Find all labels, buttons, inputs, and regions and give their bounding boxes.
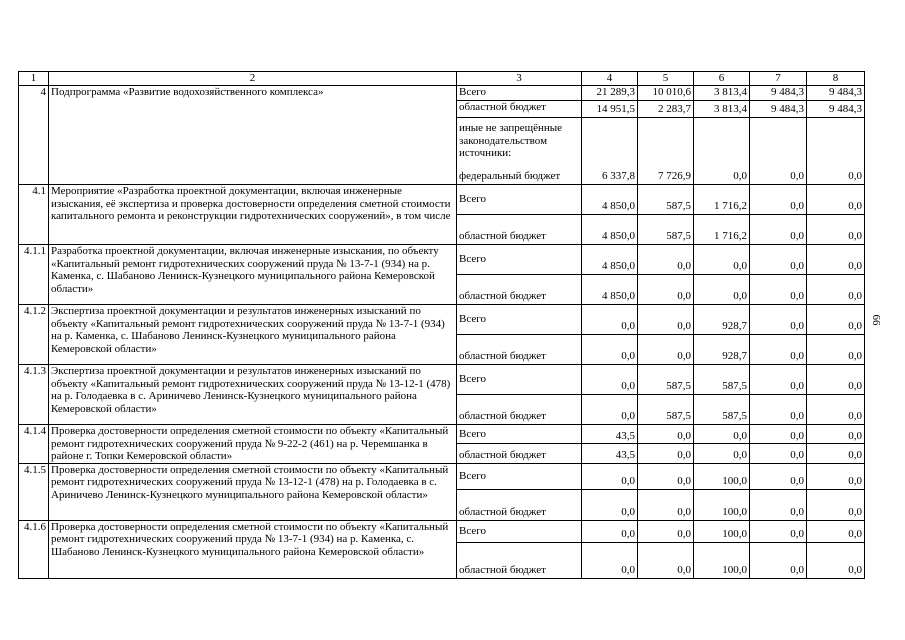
source-cell: областной бюджет <box>457 542 582 578</box>
value-cell: 587,5 <box>638 185 694 215</box>
row-name: Проверка достоверности определения сметной стоимости по объекту «Капитальный ремонт гидротехнических сооружений пруда № 13-7-1 (934) на р. Каменка, с. Шабаново Ленинск-Кузнецкого муниципального района Кемеровской области» <box>49 520 457 578</box>
value-cell: 4 850,0 <box>582 215 638 245</box>
value-cell: 0,0 <box>750 489 807 520</box>
header-cell: 8 <box>807 72 865 86</box>
source-cell: областной бюджет <box>457 275 582 305</box>
row-number: 4.1.2 <box>19 305 49 365</box>
value-cell: 0,0 <box>807 425 865 444</box>
row-number: 4.1.1 <box>19 245 49 305</box>
value-cell: 0,0 <box>807 245 865 275</box>
value-cell: 0,0 <box>638 444 694 463</box>
row-number: 4 <box>19 86 49 185</box>
header-cell: 4 <box>582 72 638 86</box>
value-cell: 0,0 <box>750 275 807 305</box>
value-cell: 3 813,4 <box>694 86 750 101</box>
value-cell: 43,5 <box>582 444 638 463</box>
value-cell: 0,0 <box>750 520 807 542</box>
value-cell: 928,7 <box>694 305 750 335</box>
value-cell: 928,7 <box>694 335 750 365</box>
table-row <box>19 365 865 395</box>
source-cell: областной бюджет <box>457 489 582 520</box>
table-row <box>19 185 865 215</box>
value-cell: 100,0 <box>694 489 750 520</box>
value-cell: 9 484,3 <box>807 101 865 118</box>
value-cell: 0,0 <box>750 463 807 489</box>
row-number: 4.1.3 <box>19 365 49 425</box>
value-cell: 0,0 <box>807 520 865 542</box>
row-name: Экспертиза проектной документации и результатов инженерных изысканий по объекту «Капитальный ремонт гидротехнических сооружений пруда № 13-7-1 (934) на р. Каменка, с. Шабаново Ленинск-Кузнецкого муниципального района Кемеровской области» <box>49 305 457 365</box>
value-cell <box>582 118 638 162</box>
row-name: Разработка проектной документации, включая инженерные изыскания, по объекту «Капитальный ремонт гидротехнических сооружений пруда № 13-7-1 (934) на р. Каменка, с. Шабаново Ленинск-Кузнецкого муниципального района Кемеровской области» <box>49 245 457 305</box>
value-cell <box>750 118 807 162</box>
value-cell: 0,0 <box>807 463 865 489</box>
value-cell: 0,0 <box>807 335 865 365</box>
table-row <box>19 305 865 335</box>
value-cell: 43,5 <box>582 425 638 444</box>
value-cell: 100,0 <box>694 463 750 489</box>
value-cell: 587,5 <box>638 365 694 395</box>
budget-table <box>18 71 865 579</box>
value-cell: 1 716,2 <box>694 215 750 245</box>
value-cell: 0,0 <box>750 542 807 578</box>
value-cell: 0,0 <box>694 425 750 444</box>
value-cell: 21 289,3 <box>582 86 638 101</box>
value-cell: 0,0 <box>807 444 865 463</box>
value-cell: 0,0 <box>638 463 694 489</box>
header-cell: 5 <box>638 72 694 86</box>
header-cell: 1 <box>19 72 49 86</box>
value-cell <box>694 118 750 162</box>
value-cell: 3 813,4 <box>694 101 750 118</box>
value-cell: 0,0 <box>807 162 865 185</box>
value-cell: 0,0 <box>750 245 807 275</box>
value-cell: 0,0 <box>582 463 638 489</box>
value-cell: 100,0 <box>694 520 750 542</box>
value-cell: 0,0 <box>638 305 694 335</box>
value-cell: 100,0 <box>694 542 750 578</box>
table-row <box>19 425 865 444</box>
value-cell: 0,0 <box>582 305 638 335</box>
value-cell: 587,5 <box>694 395 750 425</box>
value-cell: 0,0 <box>638 275 694 305</box>
value-cell: 4 850,0 <box>582 185 638 215</box>
value-cell: 0,0 <box>807 365 865 395</box>
value-cell: 0,0 <box>807 395 865 425</box>
value-cell: 587,5 <box>694 365 750 395</box>
row-number: 4.1.6 <box>19 520 49 578</box>
table-row <box>19 463 865 489</box>
value-cell: 0,0 <box>750 305 807 335</box>
value-cell: 0,0 <box>807 275 865 305</box>
header-cell: 3 <box>457 72 582 86</box>
value-cell: 0,0 <box>807 305 865 335</box>
row-number: 4.1.5 <box>19 463 49 520</box>
value-cell: 0,0 <box>638 489 694 520</box>
row-number: 4.1.4 <box>19 425 49 464</box>
header-row <box>19 72 865 86</box>
header-cell: 2 <box>49 72 457 86</box>
source-cell: областной бюджет <box>457 335 582 365</box>
source-cell: Всего <box>457 86 582 101</box>
value-cell: 0,0 <box>807 542 865 578</box>
value-cell: 0,0 <box>638 245 694 275</box>
value-cell: 7 726,9 <box>638 162 694 185</box>
table-row <box>19 520 865 542</box>
value-cell: 0,0 <box>750 215 807 245</box>
value-cell: 0,0 <box>750 444 807 463</box>
value-cell: 2 283,7 <box>638 101 694 118</box>
value-cell: 0,0 <box>750 162 807 185</box>
value-cell: 9 484,3 <box>750 86 807 101</box>
value-cell: 0,0 <box>807 489 865 520</box>
value-cell: 0,0 <box>582 365 638 395</box>
row-name: Мероприятие «Разработка проектной документации, включая инженерные изыскания, её экспертиза и проверка достоверности определения сметной стоимости капитального ремонта и реконструкции гидротехнических сооружений», в том числе <box>49 185 457 245</box>
source-cell: областной бюджет <box>457 215 582 245</box>
source-cell: Всего <box>457 185 582 215</box>
row-name: Проверка достоверности определения сметной стоимости по объекту «Капитальный ремонт гидротехнических сооружений пруда № 9-22-2 (461) на р. Черемшанка в районе г. Топки Кемеровской области» <box>49 425 457 464</box>
value-cell <box>807 118 865 162</box>
source-cell: Всего <box>457 463 582 489</box>
value-cell: 587,5 <box>638 395 694 425</box>
value-cell: 4 850,0 <box>582 275 638 305</box>
value-cell: 0,0 <box>582 489 638 520</box>
value-cell: 0,0 <box>694 444 750 463</box>
value-cell: 0,0 <box>750 395 807 425</box>
source-cell: Всего <box>457 245 582 275</box>
value-cell: 0,0 <box>807 215 865 245</box>
value-cell: 9 484,3 <box>750 101 807 118</box>
source-cell: Всего <box>457 425 582 444</box>
source-cell: Всего <box>457 365 582 395</box>
value-cell: 0,0 <box>582 520 638 542</box>
value-cell: 6 337,8 <box>582 162 638 185</box>
value-cell: 0,0 <box>638 542 694 578</box>
header-cell: 7 <box>750 72 807 86</box>
value-cell: 587,5 <box>638 215 694 245</box>
row-name: Подпрограмма «Развитие водохозяйственного комплекса» <box>49 86 457 185</box>
table-row <box>19 86 865 101</box>
source-cell: Всего <box>457 520 582 542</box>
row-name: Экспертиза проектной документации и результатов инженерных изысканий по объекту «Капитальный ремонт гидротехнических сооружений пруда № 13-12-1 (478) на р. Голодаевка в с. Ариничево Ленинск-Кузнецкого муниципального района Кемеровской области» <box>49 365 457 425</box>
value-cell: 0,0 <box>582 335 638 365</box>
value-cell: 0,0 <box>694 162 750 185</box>
source-cell: иные не запрещённые законодательством источники: <box>457 118 582 162</box>
row-number: 4.1 <box>19 185 49 245</box>
source-cell: областной бюджет <box>457 444 582 463</box>
value-cell: 0,0 <box>582 542 638 578</box>
value-cell <box>638 118 694 162</box>
value-cell: 10 010,6 <box>638 86 694 101</box>
source-cell: Всего <box>457 305 582 335</box>
value-cell: 0,0 <box>638 520 694 542</box>
value-cell: 0,0 <box>750 425 807 444</box>
value-cell: 0,0 <box>750 365 807 395</box>
value-cell: 0,0 <box>582 395 638 425</box>
header-cell: 6 <box>694 72 750 86</box>
value-cell: 0,0 <box>638 335 694 365</box>
source-cell: областной бюджет <box>457 101 582 118</box>
value-cell: 14 951,5 <box>582 101 638 118</box>
value-cell: 0,0 <box>750 185 807 215</box>
source-cell: федеральный бюджет <box>457 162 582 185</box>
row-name: Проверка достоверности определения сметной стоимости по объекту «Капитальный ремонт гидротехнических сооружений пруда № 13-12-1 (478) на р. Голодаевка в с. Ариничево Ленинск-Кузнецкого муниципального района Кемеровской области» <box>49 463 457 520</box>
value-cell: 0,0 <box>750 335 807 365</box>
value-cell: 1 716,2 <box>694 185 750 215</box>
value-cell: 4 850,0 <box>582 245 638 275</box>
value-cell: 9 484,3 <box>807 86 865 101</box>
table-row <box>19 245 865 275</box>
value-cell: 0,0 <box>638 425 694 444</box>
page-number: 66 <box>870 314 882 326</box>
source-cell: областной бюджет <box>457 395 582 425</box>
value-cell: 0,0 <box>694 245 750 275</box>
value-cell: 0,0 <box>807 185 865 215</box>
value-cell: 0,0 <box>694 275 750 305</box>
